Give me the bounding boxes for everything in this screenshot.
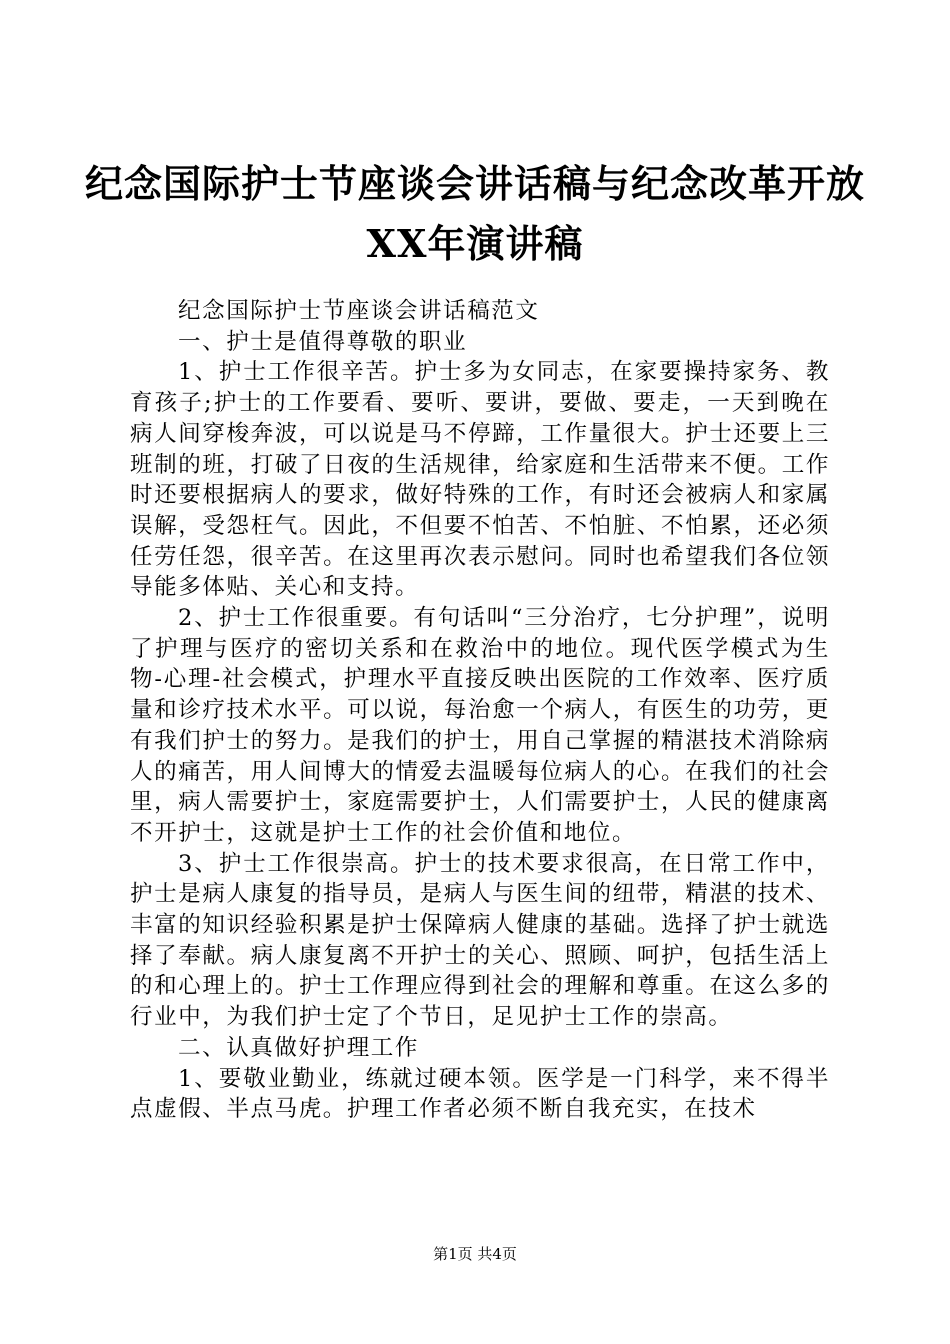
body-paragraph-1: 1、护士工作很辛苦。护士多为女同志，在家要操持家务、教育孩子;护士的工作要看、要听、要讲，要做、要走，一天到晚在病人间穿梭奔波，可以说是马不停蹄，工作量很大。护士还要上三班制的班，打破了日夜的生活规律，给家庭和生活带来不便。工作时还要根据病人的要求，做好特殊的工作，有时还会被病人和家属误解，受怨枉气。因此，不但要不怕苦、不怕脏、不怕累，还必须任劳任怨，很辛苦。在这里再次表示慰问。同时也希望我们各位领导能多体贴、关心和支持。 [130, 359, 830, 601]
document-body [130, 296, 830, 1125]
document-title-line-1: 纪念国际护士节座谈会讲话稿与纪念改革开放 [84, 161, 865, 206]
section-heading-2: 二、认真做好护理工作 [178, 1034, 420, 1061]
body-paragraph-2: 2、护士工作很重要。有句话叫“三分治疗，七分护理”，说明了护理与医疗的密切关系和在救治中的地位。现代医学模式为生物-心理-社会模式，护理水平直接反映出医院的工作效率、医疗质量和诊疗技术水平。可以说，每治愈一个病人，有医生的功劳，更有我们护士的努力。是我们的护士，用自己掌握的精湛技术消除病人的痛苦，用人间博大的情爱去温暖每位病人的心。在我们的社会里，病人需要护士，家庭需要护士，人们需要护士，人民的健康离不开护士，这就是护士工作的社会价值和地位。 [130, 605, 830, 846]
body-paragraph-4: 1、要敬业勤业，练就过硬本领。医学是一门科学，来不得半点虚假、半点马虎。护理工作者必须不断自我充实，在技术 [130, 1065, 830, 1123]
subtitle-paragraph: 纪念国际护士节座谈会讲话稿范文 [178, 298, 540, 324]
section-heading-1: 一、护士是值得尊敬的职业 [178, 328, 468, 355]
body-paragraph-3: 3、护士工作很崇高。护士的技术要求很高，在日常工作中，护士是病人康复的指导员，是病人与医生间的纽带，精湛的技术、丰富的知识经验积累是护士保障病人健康的基础。选择了护士就选择了奉献。病人康复离不开护士的关心、照顾、呵护，包括生活上的和心理上的。护士工作理应得到社会的理解和尊重。在这么多的行业中，为我们护士定了个节日，足见护士工作的崇高。 [130, 850, 830, 1031]
page-footer: 第1页 共4页 [433, 1245, 517, 1263]
document-title-line-2: XX年演讲稿 [366, 221, 584, 266]
